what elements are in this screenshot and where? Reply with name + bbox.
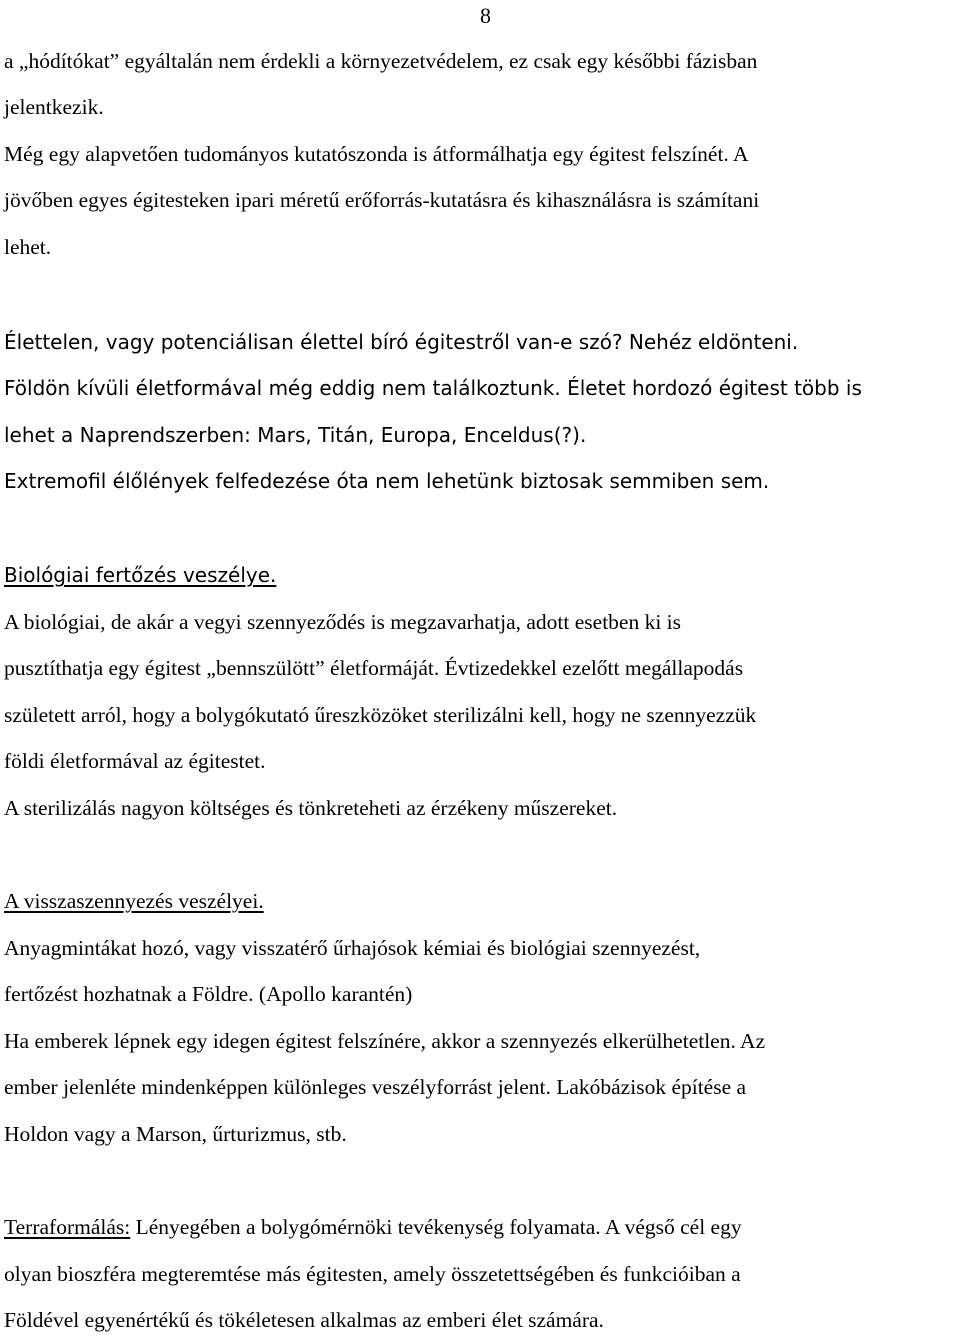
text-line: Ha emberek lépnek egy idegen égitest felszínére, akkor a szennyezés elkerülhetetlen. Az	[4, 1029, 766, 1053]
text-line: földi életformával az égitestet.	[4, 749, 266, 773]
text-line: olyan bioszféra megteremtése más égitesten, amely összetettségében és funkcióiban a	[4, 1262, 741, 1286]
text-line: lehet a Naprendszerben: Mars, Titán, Europa, Enceldus(?).	[4, 423, 587, 447]
text-line: Földével egyenértékű és tökéletesen alkalmas az emberi élet számára.	[4, 1308, 604, 1332]
text-line: Élettelen, vagy potenciálisan élettel bíró égitestről van-e szó? Nehéz eldönteni.	[4, 330, 799, 354]
text-line: ember jelenléte mindenképpen különleges veszélyforrást jelent. Lakóbázisok építése a	[4, 1075, 747, 1099]
text-line: A sterilizálás nagyon költséges és tönkreteheti az érzékeny műszereket.	[4, 796, 618, 820]
text-line: Anyagmintákat hozó, vagy visszatérő űrhajósok kémiai és biológiai szennyezést,	[4, 936, 701, 960]
text-line-terraforming	[4, 1214, 742, 1240]
text-line: jelentkezik.	[4, 95, 104, 119]
text-line: született arról, hogy a bolygókutató űreszközöket sterilizálni kell, hogy ne szennyezzük	[4, 703, 757, 727]
text-line: Földön kívüli életformával még eddig nem találkoztunk. Életet hordozó égitest több is	[4, 376, 862, 400]
text-line: fertőzést hozhatnak a Földre. (Apollo karantén)	[4, 982, 413, 1006]
text-line: A biológiai, de akár a vegyi szennyeződés is megzavarhatja, adott esetben ki is	[4, 610, 682, 634]
text-line: pusztíthatja egy égitest „bennszülött” életformáját. Évtizedekkel ezelőtt megállapodás	[4, 656, 744, 680]
terraforming-text: Lényegében a bolygómérnöki tevékenység folyamata. A végső cél egy	[130, 1215, 742, 1239]
page-number: 8	[480, 3, 491, 28]
section-heading-back-contamination: A visszaszennyezés veszélyei.	[4, 889, 264, 913]
section-heading-biological: Biológiai fertőzés veszélye.	[4, 563, 277, 587]
terraforming-label: Terraformálás:	[4, 1215, 131, 1239]
text-line: jövőben egyes égitesteken ipari méretű erőforrás-kutatásra és kihasználásra is számítani	[4, 188, 760, 212]
text-line: lehet.	[4, 235, 52, 259]
text-line: a „hódítókat” egyáltalán nem érdekli a környezetvédelem, ez csak egy későbbi fázisban	[4, 49, 758, 73]
text-line: Holdon vagy a Marson, űrturizmus, stb.	[4, 1122, 347, 1146]
text-line: Extremofil élőlények felfedezése óta nem lehetünk biztosak semmiben sem.	[4, 469, 770, 493]
text-line: Még egy alapvetően tudományos kutatószonda is átformálhatja egy égitest felszínét. A	[4, 142, 749, 166]
